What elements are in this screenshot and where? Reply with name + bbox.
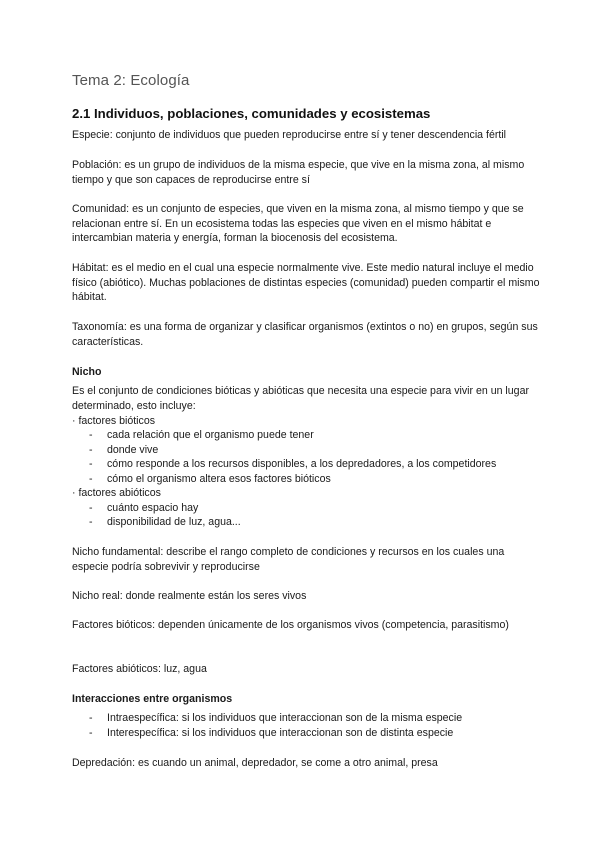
paragraph-comunidad: Comunidad: es un conjunto de especies, que viven en la misma zona, al mismo tiempo y que se relacionan entre sí. En un ecosistema todas las especies que viven en el mismo hábitat e intercambian materia y energía, forman la biocenosis del ecosistema. xyxy=(72,203,524,245)
list-item-text: cada relación que el organismo puede tener xyxy=(107,429,314,441)
paragraph-poblacion: Población: es un grupo de individuos de la misma especie, que vive en la misma zona, al mismo tiempo y que son capaces de reproducirse entre sí xyxy=(72,159,525,186)
paragraph-nicho-fundamental: Nicho fundamental: describe el rango completo de condiciones y recursos en los cuales una especie podría sobrevivir y reproducirse xyxy=(72,546,505,573)
bioticos-label: · factores bióticos xyxy=(72,415,156,427)
paragraph-depredacion: Depredación: es cuando un animal, depredador, se come a otro animal, presa xyxy=(72,757,438,769)
paragraph-habitat: Hábitat: es el medio en el cual una especie normalmente vive. Este medio natural incluye el medio físico (abiótico). Muchas poblaciones de distintas especies (comunidad) pueden compartir el mismo hábitat. xyxy=(72,262,540,304)
nicho-heading: Nicho xyxy=(72,366,102,378)
section-heading: 2.1 Individuos, poblaciones, comunidades y ecosistemas xyxy=(72,106,431,121)
dash-bullet: - xyxy=(89,516,93,528)
list-item-text: disponibilidad de luz, agua... xyxy=(107,516,241,528)
list-item-text: Intraespecífica: si los individuos que interaccionan son de la misma especie xyxy=(107,712,463,724)
abioticos-label: · factores abióticos xyxy=(72,487,161,499)
dash-bullet: - xyxy=(89,458,93,470)
dash-bullet: - xyxy=(89,727,93,739)
list-item-text: Interespecífica: si los individuos que interaccionan son de distinta especie xyxy=(107,727,454,739)
list-item-text: cómo responde a los recursos disponibles, a los depredadores, a los competidores xyxy=(107,458,497,470)
paragraph-nicho-real: Nicho real: donde realmente están los seres vivos xyxy=(72,590,307,602)
interacciones-heading: Interacciones entre organismos xyxy=(72,693,233,705)
list-item-text: cuánto espacio hay xyxy=(107,502,199,514)
dash-bullet: - xyxy=(89,444,93,456)
paragraph-especie: Especie: conjunto de individuos que pueden reproducirse entre sí y tener descendencia fértil xyxy=(72,129,507,141)
dash-bullet: - xyxy=(89,429,93,441)
dash-bullet: - xyxy=(89,502,93,514)
document-title: Tema 2: Ecología xyxy=(72,72,190,89)
paragraph-factores-abioticos: Factores abióticos: luz, agua xyxy=(72,663,207,675)
paragraph-taxonomia: Taxonomía: es una forma de organizar y clasificar organismos (extintos o no) en grupos, según sus características. xyxy=(72,321,538,348)
paragraph-factores-bioticos: Factores bióticos: dependen únicamente de los organismos vivos (competencia, parasitismo) xyxy=(72,619,509,631)
list-item-text: cómo el organismo altera esos factores bióticos xyxy=(107,473,331,485)
dash-bullet: - xyxy=(89,712,93,724)
list-item-text: donde vive xyxy=(107,444,159,456)
dash-bullet: - xyxy=(89,473,93,485)
nicho-intro: Es el conjunto de condiciones bióticas y abióticas que necesita una especie para vivir en un lugar determinado, esto incluye: xyxy=(72,385,529,412)
